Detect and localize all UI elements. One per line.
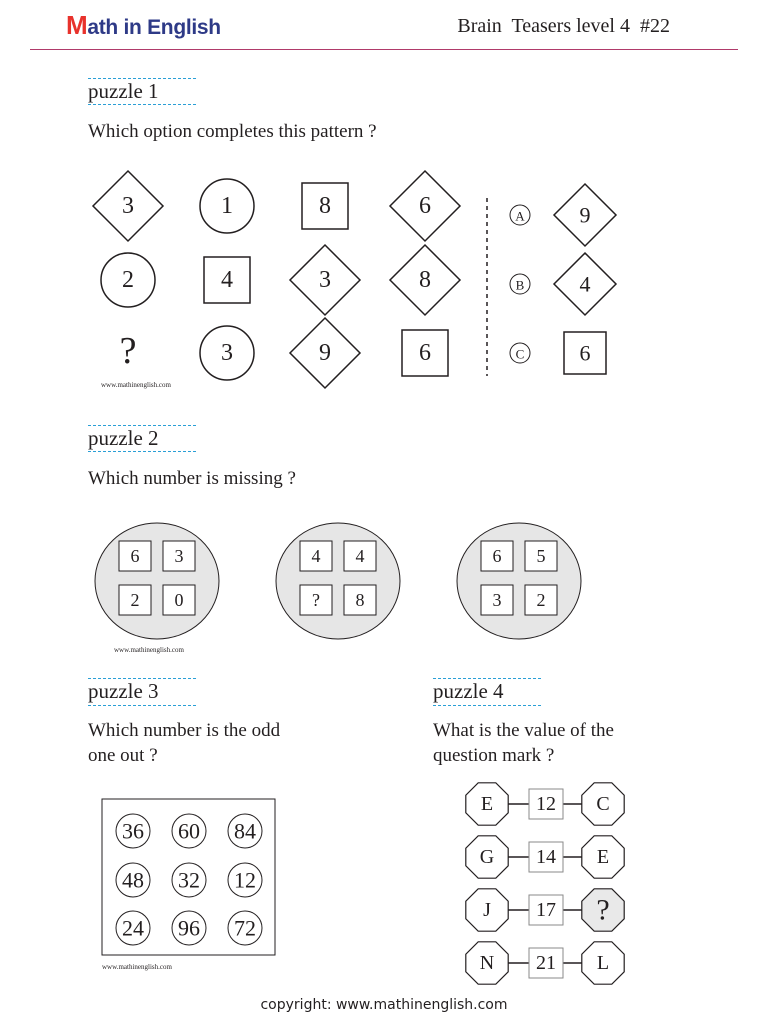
puzzle1-cell-r1-c1-value: 3: [122, 193, 134, 219]
puzzle2-title-bottom-dots: [88, 451, 196, 452]
puzzle3-number-r1-c2: 60: [178, 818, 200, 844]
puzzle1-grid: [93, 171, 460, 388]
puzzle1-cell-r2-c2-value: 4: [221, 267, 233, 293]
puzzle2-circle-2-value-1: 4: [311, 546, 321, 566]
puzzle4-question-line1: What is the value of the: [433, 720, 614, 741]
puzzle1-option-a-label: A: [515, 208, 525, 224]
puzzle2-circle-3: [457, 523, 581, 639]
puzzle3-numbers: [116, 814, 262, 945]
puzzle1-cell-r3-c3-value: 9: [319, 340, 331, 366]
puzzle4-row-1-right: C: [596, 793, 610, 815]
puzzle4-row-2-middle: 14: [536, 846, 556, 868]
puzzle4-row-3-middle: 17: [536, 899, 556, 921]
puzzle4-question-line2: question mark ?: [433, 745, 555, 766]
puzzle2-watermark: www.mathinenglish.com: [114, 646, 184, 654]
puzzle1-title: puzzle 1: [88, 79, 159, 103]
puzzle3-number-r3-c2: 96: [178, 915, 200, 941]
puzzle4-row-2-right: E: [596, 846, 610, 868]
puzzle1-figure: [0, 160, 768, 400]
puzzle1-option-a-value: 9: [579, 202, 591, 228]
puzzle2-figure: [0, 515, 768, 650]
puzzle4-row-4-left: N: [479, 952, 495, 974]
puzzle3-number-r3-c3: 72: [234, 915, 256, 941]
puzzle3-number-r1-c1: 36: [122, 818, 144, 844]
puzzle3-number-r2-c2: 32: [178, 867, 200, 893]
puzzle2-question: Which number is missing ?: [88, 468, 296, 489]
puzzle2-circle-1-value-3: 2: [130, 590, 140, 610]
puzzle1-option-c-label: C: [515, 346, 525, 362]
puzzle4-title-bottom-dots: [433, 705, 541, 706]
puzzle3-number-r2-c3: 12: [234, 867, 256, 893]
puzzle2-circle-3-value-4: 2: [536, 590, 546, 610]
puzzle3-question-line2: one out ?: [88, 745, 158, 766]
puzzle4-row-3-right-question-mark: ?: [596, 893, 610, 927]
puzzle1-watermark: www.mathinenglish.com: [101, 381, 171, 389]
site-logo: [66, 10, 221, 41]
puzzle3-figure: [0, 795, 300, 965]
puzzle1-cell-r1-c2-value: 1: [221, 193, 233, 219]
puzzle2-circle-1: [95, 523, 219, 639]
puzzle1-cell-r3-c4-value: 6: [419, 340, 431, 366]
puzzle4-row-4-middle: 21: [536, 952, 556, 974]
header-divider: [30, 49, 738, 50]
puzzle1-cell-r2-c4-value: 8: [419, 267, 431, 293]
puzzle4-figure: [440, 780, 650, 992]
puzzle4-row-1-middle: 12: [536, 793, 556, 815]
puzzle2-circle-2: [276, 523, 400, 639]
puzzle2-circle-1-value-1: 6: [130, 546, 140, 566]
logo-m: M: [66, 10, 88, 40]
puzzle3-number-r2-c1: 48: [122, 867, 144, 893]
puzzle3-number-r3-c1: 24: [122, 915, 144, 941]
puzzle4-row-1-left: E: [480, 793, 494, 815]
puzzle2-circle-3-value-1: 6: [492, 546, 502, 566]
puzzle2-title: puzzle 2: [88, 426, 159, 450]
puzzle4-row-4-right: L: [596, 952, 610, 974]
puzzle2-circle-3-value-2: 5: [536, 546, 546, 566]
puzzle3-title: puzzle 3: [88, 679, 159, 703]
puzzle2-circle-1-value-2: 3: [174, 546, 184, 566]
puzzle2-circle-2-value-3: ?: [312, 590, 320, 610]
puzzle2-circle-2-value-2: 4: [355, 546, 365, 566]
puzzle4-rows: [466, 783, 624, 984]
puzzle1-question: Which option completes this pattern ?: [88, 121, 377, 142]
puzzle3-question-line1: Which number is the odd: [88, 720, 281, 741]
puzzle2-circle-1-value-4: 0: [174, 590, 184, 610]
puzzle2-circle-3-value-3: 3: [492, 590, 502, 610]
puzzle1-option-b-value: 4: [579, 271, 591, 297]
puzzle3-title-bottom-dots: [88, 705, 196, 706]
puzzle1-cell-r3-c2-value: 3: [221, 340, 233, 366]
puzzle4-row-2-left: G: [479, 846, 495, 868]
puzzle1-options: [510, 184, 616, 374]
puzzle1-option-c-value: 6: [579, 340, 591, 366]
puzzle2-circles: [95, 523, 581, 639]
puzzle1-title-bottom-dots: [88, 104, 196, 105]
puzzle2-circle-2-value-4: 8: [355, 590, 365, 610]
puzzle4-title: puzzle 4: [433, 679, 504, 703]
puzzle1-cell-r1-c4-value: 6: [419, 193, 431, 219]
puzzle3-number-r1-c3: 84: [234, 818, 256, 844]
puzzle1-cell-r2-c3-value: 3: [319, 267, 331, 293]
puzzle1-option-b-label: B: [515, 277, 525, 293]
page-title: Brain Teasers level 4 #22: [457, 15, 670, 37]
puzzle3-watermark: www.mathinenglish.com: [102, 963, 172, 971]
logo-text: ath in English: [87, 16, 221, 39]
puzzle1-cell-r3-c1-question-mark: ?: [119, 330, 137, 372]
puzzle4-row-3-left: J: [483, 899, 491, 921]
puzzle1-cell-r1-c3-value: 8: [319, 193, 331, 219]
puzzle1-cell-r2-c1-value: 2: [122, 267, 134, 293]
copyright-footer: copyright: www.mathinenglish.com: [260, 997, 508, 1013]
